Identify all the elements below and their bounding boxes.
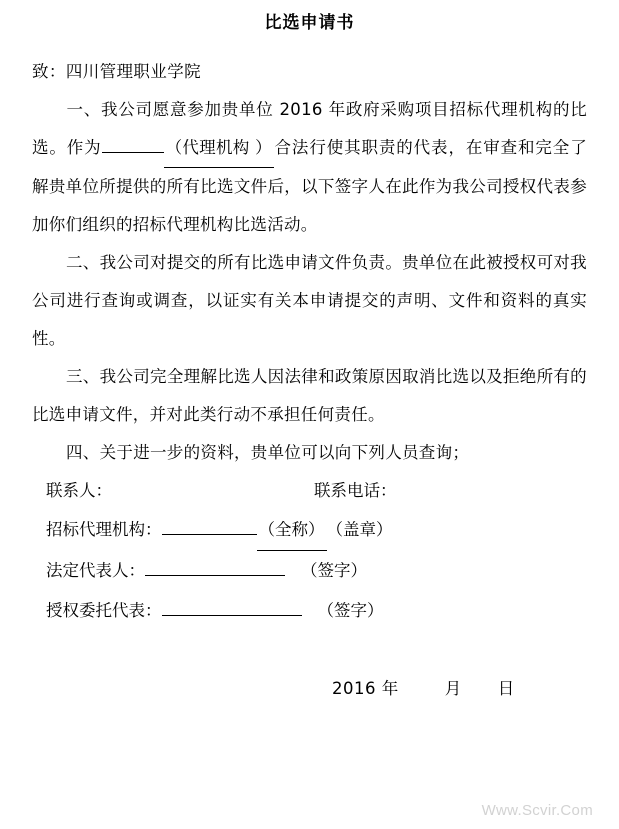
- clause-3: 三、我公司完全理解比选人因法律和政策原因取消比选以及拒绝所有的比选申请文件，并对此类行动不承担任何责任。: [32, 367, 587, 424]
- date-month: 月: [444, 679, 462, 698]
- contact-person-label: 联系人：: [46, 481, 112, 500]
- page-title: 比选申请书: [264, 13, 355, 33]
- contact-row: [32, 472, 587, 510]
- contact-phone-label: 联系电话：: [314, 481, 397, 500]
- authorized-rep-blank-line: [162, 615, 302, 616]
- agency-label: 招标代理机构：: [46, 520, 162, 539]
- authorized-rep-note: （签字）: [317, 601, 384, 620]
- clause-2: 二、我公司对提交的所有比选申请文件负责。贵单位在此被授权可对我公司进行查询或调查，以证实有关本申请提交的声明、文件和资料的真实性。: [32, 253, 587, 348]
- clause-4: 四、关于进一步的资料，贵单位可以向下列人员查询；: [66, 443, 470, 462]
- legal-rep-label: 法定代表人：: [46, 561, 145, 580]
- document-page: [0, 8, 619, 829]
- agency-blank-line: [162, 534, 257, 535]
- legal-rep-blank-line: [145, 575, 285, 576]
- date-year: 2016 年: [332, 679, 399, 698]
- agency-seal-note: （盖章）: [326, 520, 393, 539]
- agency-row: [32, 510, 587, 551]
- recipient-name: 四川管理职业学院: [65, 62, 202, 81]
- clause-1-blank-line: [102, 152, 164, 153]
- clause-1: [32, 91, 587, 244]
- authorized-rep-label: 授权委托代表：: [46, 601, 162, 620]
- legal-rep-note: （签字）: [301, 561, 367, 580]
- watermark: Www.Scvir.Com: [481, 802, 593, 819]
- legal-rep-row: [32, 551, 587, 591]
- agency-blank-text: （全称）: [257, 510, 327, 551]
- recipient-label: 致：: [32, 62, 66, 81]
- authorized-rep-row: [32, 591, 587, 631]
- date-day: 日: [497, 679, 515, 698]
- clause-1-blank-text: （代理机构 ）: [164, 129, 274, 168]
- clause-1-suffix: 合法行使其职责的代表，在审查和完全了解贵单位所提供的所有比选文件后，以下签字人在此作为我公司授权代表参加你们组织的招标代理机构比选活动。: [32, 138, 587, 234]
- recipient-line: [32, 53, 587, 91]
- date-row: [32, 675, 587, 699]
- clause-1-prefix: 一、我公司愿意参加贵单位 2016 年政府采购项目招标代理机构的比选。作为: [32, 100, 587, 157]
